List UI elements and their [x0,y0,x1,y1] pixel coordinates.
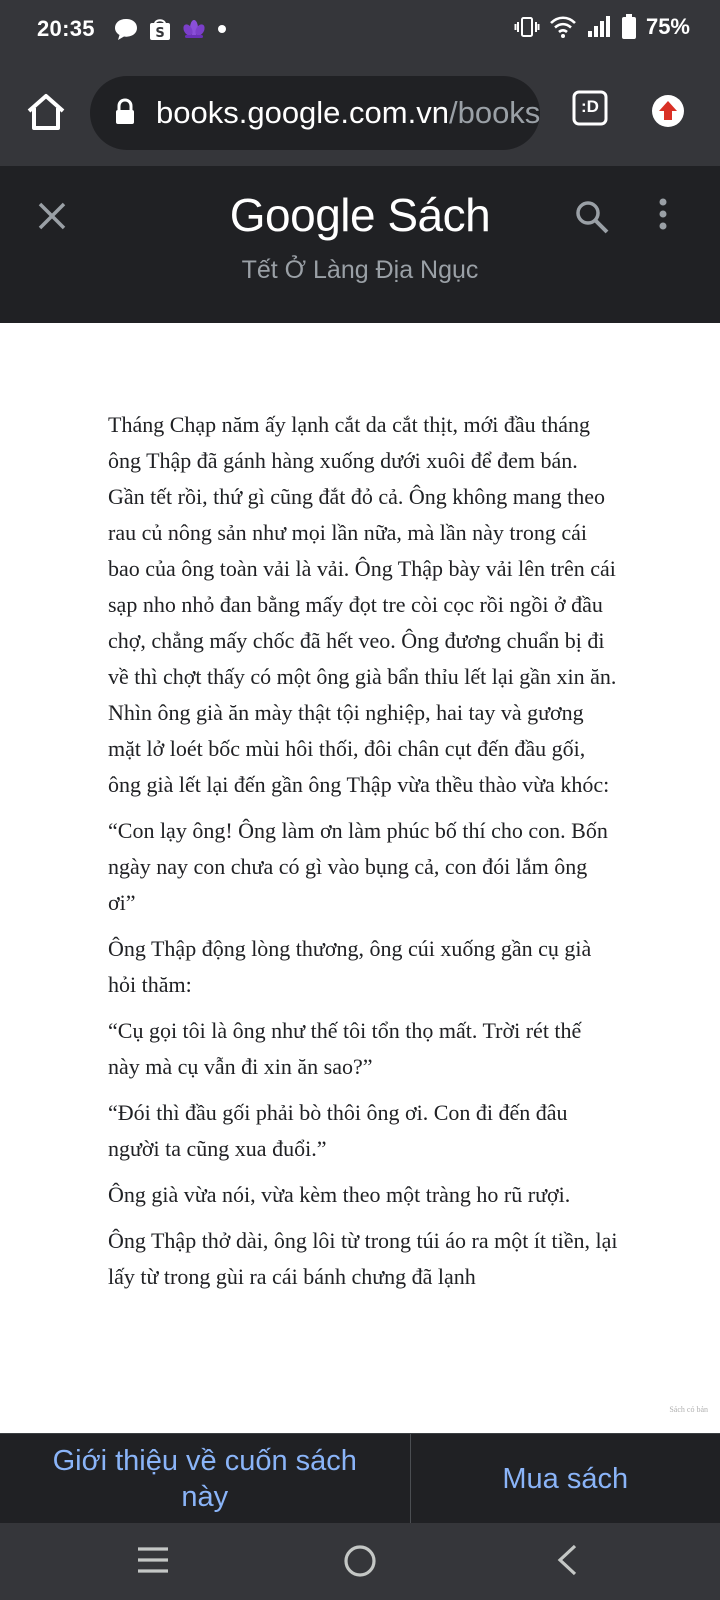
search-button[interactable] [574,199,610,240]
paragraph-7: Ông Thập thở dài, ông lôi từ trong túi áo ra một ít tiền, lại lấy từ trong gùi ra cái bánh chưng đã lạnh [108,1228,618,1289]
about-book-button[interactable]: Giới thiệu về cuốn sách này [52,1445,357,1513]
home-button[interactable] [22,88,70,136]
google-books-header [0,166,720,323]
book-text [108,407,618,1305]
url-host: books.google.com.vn [156,95,449,130]
address-bar[interactable] [90,76,540,150]
more-options-button[interactable] [657,196,669,237]
url-path: /books [448,95,540,130]
paragraph-1: Tháng Chạp năm ấy lạnh cắt da cắt thịt, mới đầu tháng ông Thập đã gánh hàng xuống dưới xuôi để đem bán. Gần tết rồi, thứ gì cũng đắt đỏ cả. Ông không mang theo rau củ nông sản như mọi lần nữa, mà lần này trong cái bao của ông toàn vải là vải. Ông Thập bày vải lên trên cái sạp nho nhỏ đan bằng mấy đọt tre còi cọc rồi ngồi ở đầu chợ, chẳng mấy chốc đã hết veo. Ông đương chuẩn bị đi về thì chợt thấy có một ông già bẩn thỉu lết lại gần xin ăn. Nhìn ông già ăn mày thật tội nghiệp, hai tay và gương mặt lở loét bốc mùi hôi thối, đôi chân cụt đến đầu gối, ông già lết lại đến gần ông Thập vừa thều thào vừa khóc: [108,412,617,797]
buy-book-button[interactable]: Mua sách [502,1463,629,1495]
url-text [156,95,540,131]
recents-button[interactable] [136,1545,170,1580]
browser-toolbar [0,62,720,166]
tab-switcher-button[interactable] [572,90,608,131]
signal-icon [586,15,612,39]
paragraph-6: Ông già vừa nói, vừa kèm theo một tràng ho rũ rượi. [108,1182,571,1207]
paragraph-2: “Con lạy ông! Ông làm ơn làm phúc bố thí cho con. Bốn ngày nay con chưa có gì vào bụng cả, con đói lắm ông ơi” [108,818,608,915]
bottom-action-bar [0,1433,720,1524]
paragraph-3: Ông Thập động lòng thương, ông cúi xuống gần cụ già hỏi thăm: [108,936,592,997]
logo-brand: Google [229,189,376,241]
recents-icon [136,1545,170,1575]
update-chrome-button[interactable] [651,94,685,133]
status-time: 20:35 [37,16,95,41]
logo-product: Sách [387,189,491,241]
vibrate-icon [514,14,540,40]
paragraph-5: “Đói thì đầu gối phải bò thôi ông ơi. Con đi đến đâu người ta cũng xua đuổi.” [108,1100,568,1161]
home-circle-icon [343,1544,377,1578]
book-title: Tết Ở Làng Địa Ngục [241,256,479,284]
dot-icon [216,23,228,35]
more-vert-icon [657,196,669,232]
battery-percent: 75% [645,14,690,39]
chat-bubble-icon [113,16,139,42]
wifi-icon [549,15,577,39]
home-nav-button[interactable] [343,1544,377,1583]
battery-icon [621,14,637,40]
back-button[interactable] [555,1543,579,1582]
update-arrow-icon [651,94,685,128]
shopee-icon [148,16,172,42]
search-icon [574,199,610,235]
paragraph-4: “Cụ gọi tôi là ông như thế tôi tổn thọ mất. Trời rét thế này mà cụ vẫn đi xin ăn sao?” [108,1018,582,1079]
google-books-logo [0,188,720,242]
svg-text:S: S [155,26,165,41]
back-chevron-icon [555,1543,579,1577]
book-page [0,323,720,1433]
tab-switcher-label: :D [581,97,599,116]
lock-icon [114,98,136,126]
home-icon [22,88,70,136]
watermark: Sách có bản [669,1405,708,1414]
system-nav-bar [0,1523,720,1600]
lotus-icon [181,18,207,40]
status-bar [0,0,720,62]
